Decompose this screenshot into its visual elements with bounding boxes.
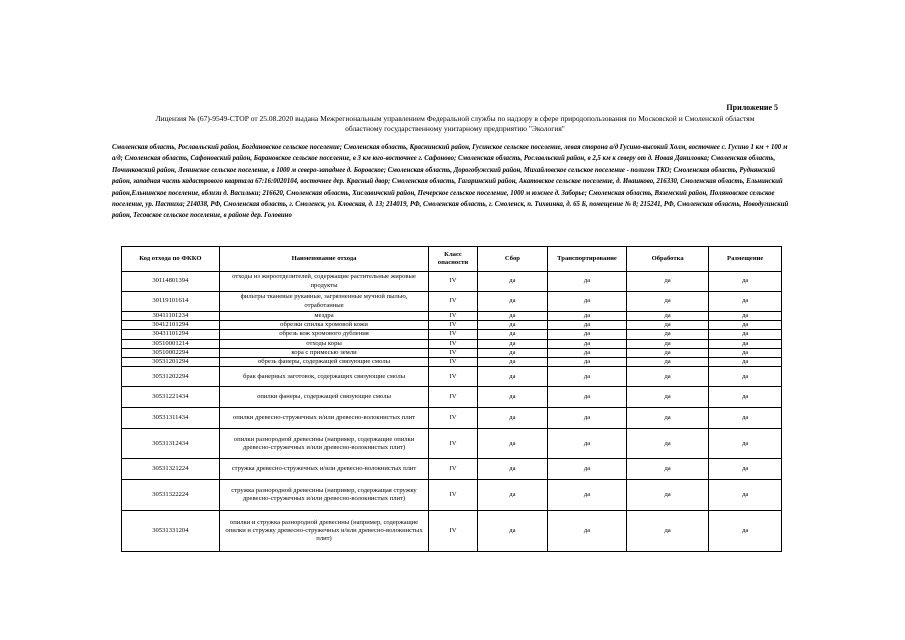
cell-transport: да xyxy=(548,429,627,459)
cell-process: да xyxy=(626,312,709,321)
cell-collect: да xyxy=(477,358,548,367)
table-row xyxy=(122,339,782,348)
cell-class: IV xyxy=(429,387,477,408)
license-text: Лицензия № (67)-9549-СТОР от 25.08.2020 выдана Межрегиональным управлением Федеральной службы по надзору в сфере природопользования по Московской и Смоленской областям областному государственному унитарному предприятию "Экология" xyxy=(155,114,755,133)
cell-transport: да xyxy=(548,387,627,408)
cell-name: стружка древесно-стружечных и/или древесно-волокнистых плит xyxy=(219,459,429,480)
cell-class: IV xyxy=(429,358,477,367)
cell-place: да xyxy=(709,312,782,321)
cell-process: да xyxy=(626,339,709,348)
cell-process: да xyxy=(626,348,709,357)
table-row xyxy=(122,292,782,312)
cell-transport: да xyxy=(548,272,627,292)
cell-place: да xyxy=(709,348,782,357)
cell-class: IV xyxy=(429,339,477,348)
cell-process: да xyxy=(626,321,709,330)
cell-transport: да xyxy=(548,480,627,511)
cell-place: да xyxy=(709,339,782,348)
cell-code: 30531202294 xyxy=(122,367,220,387)
header-collect: Сбор xyxy=(477,247,548,272)
cell-transport: да xyxy=(548,511,627,552)
cell-name: опилки и стружка разнородной древесины (например, содержащие опилки и стружку древесно-стружечных и/или древесно-волокнистых плит) xyxy=(219,511,429,552)
cell-code: 30411101234 xyxy=(122,312,220,321)
cell-place: да xyxy=(709,408,782,429)
cell-code: 30114801394 xyxy=(122,272,220,292)
cell-class: IV xyxy=(429,348,477,357)
cell-process: да xyxy=(626,358,709,367)
cell-code: 30531331204 xyxy=(122,511,220,552)
cell-process: да xyxy=(626,272,709,292)
cell-collect: да xyxy=(477,387,548,408)
cell-collect: да xyxy=(477,292,548,312)
appendix-label: Приложение 5 xyxy=(726,103,778,112)
cell-name: отходы коры xyxy=(219,339,429,348)
cell-process: да xyxy=(626,387,709,408)
cell-collect: да xyxy=(477,348,548,357)
cell-code: 30531311434 xyxy=(122,408,220,429)
cell-name: мездра xyxy=(219,312,429,321)
cell-name: обрезь кож хромового дубления xyxy=(219,330,429,339)
cell-place: да xyxy=(709,358,782,367)
cell-transport: да xyxy=(548,358,627,367)
cell-class: IV xyxy=(429,292,477,312)
table-row xyxy=(122,367,782,387)
cell-process: да xyxy=(626,367,709,387)
cell-process: да xyxy=(626,292,709,312)
header-class: Класс опасности xyxy=(429,247,477,272)
cell-name: фильтры тканевые рукавные, загрязненные мучной пылью, отработанные xyxy=(219,292,429,312)
cell-place: да xyxy=(709,330,782,339)
table-row xyxy=(122,358,782,367)
cell-code: 30431101294 xyxy=(122,330,220,339)
cell-place: да xyxy=(709,321,782,330)
header-place: Размещение xyxy=(709,247,782,272)
cell-place: да xyxy=(709,511,782,552)
cell-class: IV xyxy=(429,480,477,511)
cell-process: да xyxy=(626,408,709,429)
cell-process: да xyxy=(626,429,709,459)
cell-class: IV xyxy=(429,272,477,292)
cell-transport: да xyxy=(548,312,627,321)
table-row xyxy=(122,408,782,429)
cell-process: да xyxy=(626,330,709,339)
cell-code: 30531321224 xyxy=(122,459,220,480)
cell-transport: да xyxy=(548,459,627,480)
cell-collect: да xyxy=(477,367,548,387)
cell-name: стружка разнородной древесины (например, содержащая стружку древесно-стружечных и/или древесно-волокнистых плит) xyxy=(219,480,429,511)
cell-name: обрезки спилка хромовой кожи xyxy=(219,321,429,330)
cell-collect: да xyxy=(477,459,548,480)
cell-name: опилки фанеры, содержащей связующие смолы xyxy=(219,387,429,408)
cell-collect: да xyxy=(477,321,548,330)
cell-code: 30412101294 xyxy=(122,321,220,330)
cell-transport: да xyxy=(548,292,627,312)
cell-transport: да xyxy=(548,348,627,357)
cell-class: IV xyxy=(429,321,477,330)
cell-collect: да xyxy=(477,429,548,459)
cell-transport: да xyxy=(548,339,627,348)
cell-name: брак фанерных заготовок, содержащих связующие смолы xyxy=(219,367,429,387)
cell-code: 30531221434 xyxy=(122,387,220,408)
cell-code: 30510001214 xyxy=(122,339,220,348)
cell-class: IV xyxy=(429,408,477,429)
cell-collect: да xyxy=(477,272,548,292)
table-row xyxy=(122,511,782,552)
table-row xyxy=(122,312,782,321)
cell-class: IV xyxy=(429,330,477,339)
header-code: Код отхода по ФККО xyxy=(122,247,220,272)
table-row xyxy=(122,387,782,408)
cell-collect: да xyxy=(477,339,548,348)
cell-code: 30531201294 xyxy=(122,358,220,367)
cell-name: опилки разнородной древесины (например, содержащие опилки древесно-стружечных и/или древесно-волокнистых плит) xyxy=(219,429,429,459)
cell-place: да xyxy=(709,387,782,408)
cell-collect: да xyxy=(477,330,548,339)
table-row xyxy=(122,480,782,511)
cell-transport: да xyxy=(548,408,627,429)
table-row xyxy=(122,272,782,292)
cell-process: да xyxy=(626,480,709,511)
cell-name: кора с примесью земли xyxy=(219,348,429,357)
cell-process: да xyxy=(626,511,709,552)
cell-code: 30510002294 xyxy=(122,348,220,357)
cell-transport: да xyxy=(548,367,627,387)
cell-place: да xyxy=(709,459,782,480)
cell-class: IV xyxy=(429,511,477,552)
table-header-row xyxy=(122,247,782,272)
cell-place: да xyxy=(709,429,782,459)
cell-name: обрезь фанеры, содержащей связующие смолы xyxy=(219,358,429,367)
addresses-text: Смоленская область, Рославльский район, Богдановское сельское поселение; Смоленская область, Краснинский район, Гусинское сельское поселение, левая сторона а/д Гусино-высокий Холм, восточнее с. Гусино 1 км + 100 м а/д; Смоленская область, Сафоновский район, Барановское сельское поселение, в 3 км юго-восточнее г. Сафоново; Смоленская область, Рославльский район, в 2,5 км к северу от д. Новая Даниловка; Смоленская область, Починковский район, Ленинское сельское поселение, в 1000 м северо-западнее д. Боровское; Смоленская область, Дорогобужский район, Михайловское сельское поселение - полигон ТКО; Смоленская область, Руднянский район, западная часть кадастрового квартала 67:16:0020104, восточнее дер. Красный двор; Смоленская область, Гагаринский район, Акатовское сельское поселение, д. Ивашково, 216330, Смоленская область, Ельнинский район,Ельнинское поселение, вблизи д. Васильки; 216620, Смоленская область, Хиславичский район, Печерское сельское поселение, 1000 м южнее д. Заборье; Смоленская область, Вяземский район, Поляновское сельское поселение, ур. Пастиха; 214038, РФ, Смоленская область, г. Смоленск, ул. Кловская, д. 13; 214019, РФ, Смоленская область, г. Смоленск, п. Тихвинка, д. 65 Б, помещение № 8; 215241, РФ, Смоленская область, Новодугинский район, Тесовское сельское поселение, в районе дер. Головино xyxy=(112,144,789,220)
header-name: Наименование отхода xyxy=(219,247,429,272)
cell-name: отходы из жироотделителей, содержащие растительные жировые продукты xyxy=(219,272,429,292)
cell-process: да xyxy=(626,459,709,480)
table-row xyxy=(122,330,782,339)
cell-name: опилки древесно-стружечных и/или древесно-волокнистых плит xyxy=(219,408,429,429)
cell-code: 30119101614 xyxy=(122,292,220,312)
cell-place: да xyxy=(709,292,782,312)
header-transport: Транспортирование xyxy=(548,247,627,272)
cell-transport: да xyxy=(548,321,627,330)
cell-transport: да xyxy=(548,330,627,339)
table-row xyxy=(122,429,782,459)
cell-class: IV xyxy=(429,429,477,459)
cell-code: 30531312434 xyxy=(122,429,220,459)
cell-place: да xyxy=(709,272,782,292)
cell-class: IV xyxy=(429,312,477,321)
table-row xyxy=(122,459,782,480)
cell-class: IV xyxy=(429,459,477,480)
cell-place: да xyxy=(709,367,782,387)
cell-class: IV xyxy=(429,367,477,387)
cell-collect: да xyxy=(477,480,548,511)
table-row xyxy=(122,348,782,357)
cell-collect: да xyxy=(477,408,548,429)
header-process: Обработка xyxy=(626,247,709,272)
table-row xyxy=(122,321,782,330)
waste-table xyxy=(121,246,782,552)
cell-code: 30531322224 xyxy=(122,480,220,511)
cell-place: да xyxy=(709,480,782,511)
cell-collect: да xyxy=(477,312,548,321)
cell-collect: да xyxy=(477,511,548,552)
